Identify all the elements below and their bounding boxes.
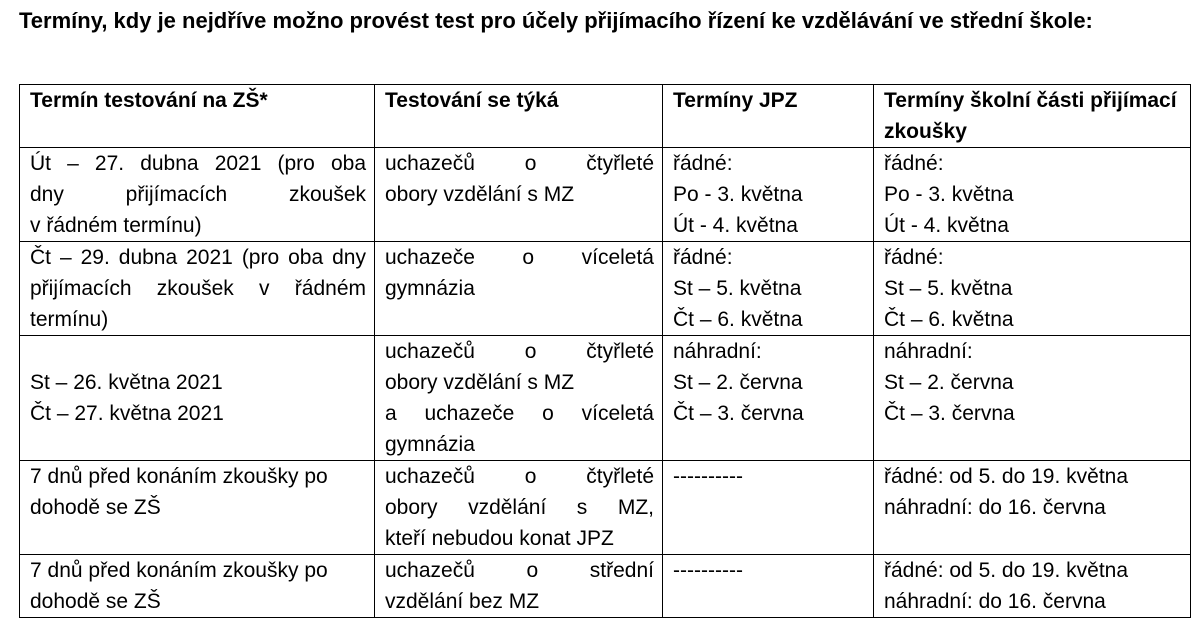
cell-line: Čt – 27. května 2021: [30, 402, 224, 425]
cell-line: řádné:: [884, 246, 944, 269]
cell-jpz: [663, 336, 874, 461]
cell-line: náhradní:: [673, 340, 762, 363]
cell-concerns: [375, 148, 663, 242]
cell-term: [20, 555, 375, 618]
page-title: Termíny, kdy je nejdříve možno provést test pro účely přijímacího řízení ke vzdělávání ve střední škole:: [19, 8, 1093, 33]
cell-line: vzdělání bez MZ: [385, 590, 540, 613]
cell-school: [874, 461, 1191, 555]
cell-jpz: [663, 461, 874, 555]
cell-line: gymnázia: [385, 433, 475, 456]
cell-line: obory vzdělání s MZ: [385, 183, 575, 206]
footnote-cut: [19, 614, 1189, 627]
table-row: [20, 336, 1191, 461]
cell-line: náhradní:: [884, 340, 973, 363]
cell-school: [874, 336, 1191, 461]
cell-line: obory vzdělání s MZ: [385, 371, 575, 394]
cell-jpz: [663, 242, 874, 336]
cell-concerns: [375, 336, 663, 461]
cell-line: gymnázia: [385, 277, 475, 300]
cell-line: 7 dnů před konáním zkoušky po: [30, 559, 328, 582]
cell-jpz: [663, 555, 874, 618]
header-jpz: Termíny JPZ: [663, 85, 874, 148]
cell-line: St – 5. května: [673, 277, 802, 300]
cell-line: Čt – 3. června: [673, 402, 804, 425]
cell-line: uchazečů o střední: [385, 559, 654, 582]
cell-line: dohodě se ZŠ: [30, 590, 161, 613]
cell-line: řádné:: [884, 152, 944, 175]
cell-term: [20, 336, 375, 461]
cell-line: řádné: od 5. do 19. května: [884, 465, 1129, 488]
cell-term: [20, 242, 375, 336]
cell-line: 7 dnů před konáním zkoušky po: [30, 465, 328, 488]
table-body: [20, 148, 1191, 618]
cell-line: uchazeče o víceletá: [385, 246, 654, 269]
cell-line: dny přijímacích zkoušek: [30, 183, 366, 206]
cell-line: St – 2. června: [884, 371, 1014, 394]
cell-line: Út - 4. května: [884, 214, 1009, 237]
cell-line: náhradní: do 16. června: [884, 496, 1106, 519]
cell-line: řádné:: [673, 246, 733, 269]
cell-line: Čt – 3. června: [884, 402, 1015, 425]
cell-line: v řádném termínu): [30, 214, 202, 237]
cell-line: přijímacích zkoušek v řádném: [30, 277, 366, 300]
cell-school: [874, 555, 1191, 618]
cell-concerns: [375, 242, 663, 336]
cell-school: [874, 148, 1191, 242]
cell-concerns: [375, 555, 663, 618]
cell-line: ----------: [673, 465, 743, 488]
cell-line: Čt – 29. dubna 2021 (pro oba dny: [30, 246, 366, 269]
cell-line: kteří nebudou konat JPZ: [385, 527, 614, 550]
table-row: [20, 148, 1191, 242]
cell-line: dohodě se ZŠ: [30, 496, 161, 519]
header-concerns: Testování se týká: [375, 85, 663, 148]
cell-line: náhradní: do 16. června: [884, 590, 1106, 613]
table-row: [20, 555, 1191, 618]
cell-line: uchazečů o čtyřleté: [385, 465, 654, 488]
cell-line: uchazečů o čtyřleté: [385, 340, 654, 363]
header-term: Termín testování na ZŠ*: [20, 85, 375, 148]
cell-line: termínu): [30, 308, 109, 331]
cell-term: [20, 461, 375, 555]
cell-line: a uchazeče o víceletá: [385, 402, 654, 425]
cell-concerns: [375, 461, 663, 555]
header-school: Termíny školní části přijímací zkoušky: [874, 85, 1191, 148]
cell-line: St – 5. května: [884, 277, 1013, 300]
cell-line: St – 2. června: [673, 371, 803, 394]
table-row: [20, 242, 1191, 336]
schedule-table: [19, 84, 1191, 618]
cell-line: Út - 4. května: [673, 214, 798, 237]
cell-line: obory vzdělání s MZ,: [385, 496, 654, 519]
cell-line: řádné: od 5. do 19. května: [884, 559, 1129, 582]
cell-line: řádné:: [673, 152, 733, 175]
table-header-row: [20, 85, 1191, 148]
cell-line: Čt – 6. května: [884, 308, 1014, 331]
cell-line: uchazečů o čtyřleté: [385, 152, 654, 175]
cell-line: St – 26. května 2021: [30, 371, 223, 394]
cell-line: Čt – 6. května: [673, 308, 803, 331]
cell-school: [874, 242, 1191, 336]
cell-line: Po - 3. května: [673, 183, 803, 206]
cell-line: Po - 3. května: [884, 183, 1014, 206]
cell-term: [20, 148, 375, 242]
cell-line: Út – 27. dubna 2021 (pro oba: [30, 152, 366, 175]
cell-line: ----------: [673, 559, 743, 582]
table-row: [20, 461, 1191, 555]
cell-jpz: [663, 148, 874, 242]
